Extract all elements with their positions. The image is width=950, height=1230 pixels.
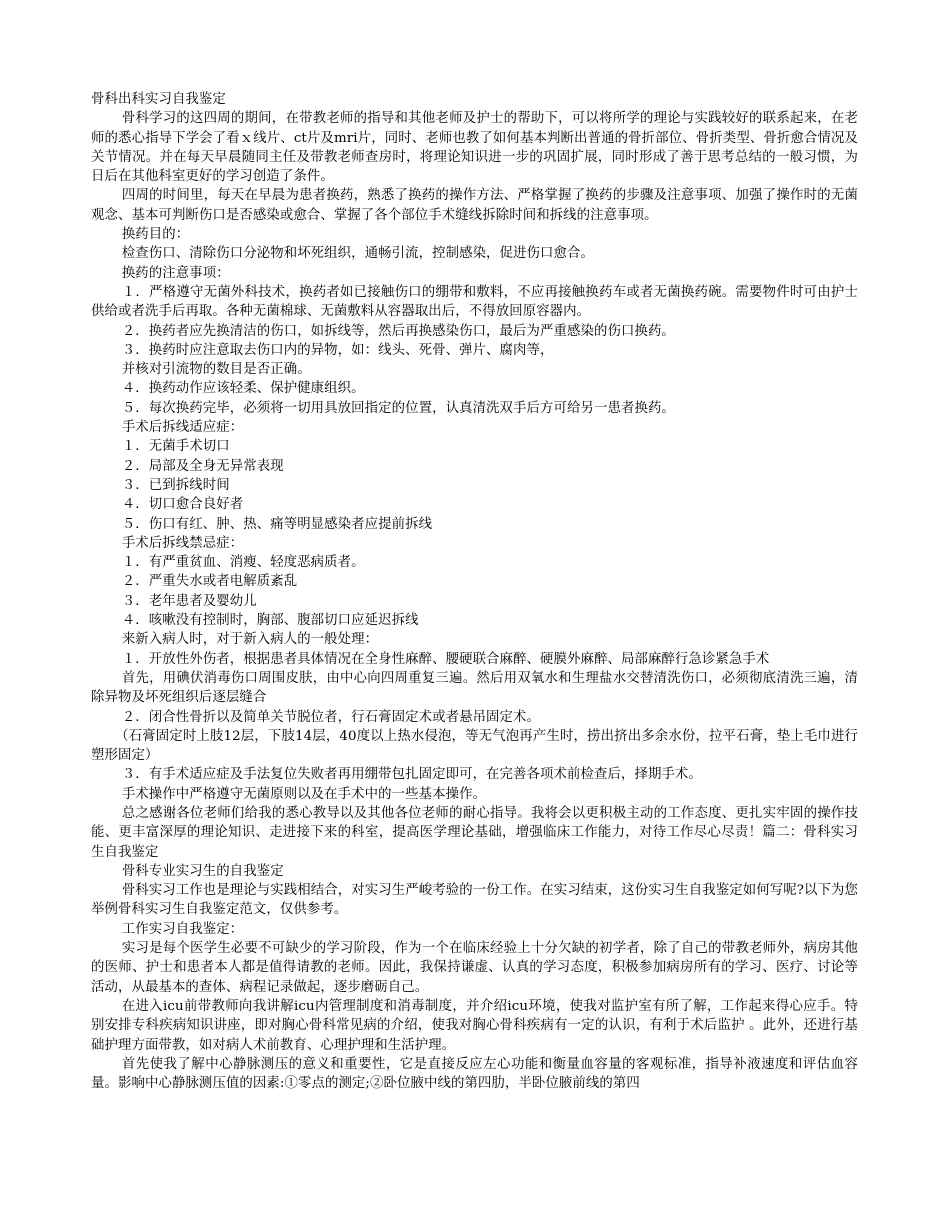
paragraph: 四周的时间里，每天在早晨为患者换药，熟悉了换药的操作方法、严格掌握了换药的步骤及注意事项、加强了操作时的无菌观念、基本可判断伤口是否感染或愈合、掌握了各个部位手术缝线拆除时间和拆线的注意事项。 <box>91 188 858 223</box>
paragraph: ２．闭合性骨折以及简单关节脱位者，行石膏固定术或者悬吊固定术。 <box>121 709 541 725</box>
paragraph: ４．切口愈合良好者 <box>121 497 244 513</box>
paragraph: 骨科学习的这四周的期间，在带教老师的指导和其他老师及护士的帮助下，可以将所学的理论与实践较好的联系起来，在老师的悉心指导下学会了看ｘ线片、ct片及mri片，同时、老师也教了如何基本判断出普通的骨折部位、骨折类型、骨折愈合情况及关节情况。并在每天早晨随同主任及带教老师查房时，将理论知识进一步的巩固扩展，同时形成了善于思考总结的一般习惯，为日后在其他科室更好的学习创造了条件。 <box>91 111 858 185</box>
paragraph: 实习是每个医学生必要不可缺少的学习阶段，作为一个在临床经验上十分欠缺的初学者，除了自己的带教老师外，病房其他的医师、护士和患者本人都是值得请教的老师。因此，我保持谦虚、认真的学习态度，积极参加病房所有的学习、医疗、讨论等活动，从最基本的查体、病程记录做起，逐步磨砺自己。 <box>91 941 858 995</box>
paragraph: 手术操作中严格遵守无菌原则以及在手术中的一些基本操作。 <box>121 786 487 802</box>
paragraph: ２．局部及全身无异常表现 <box>121 458 284 474</box>
paragraph: １．无菌手术切口 <box>121 439 230 455</box>
paragraph: ４．咳嗽没有控制时，胸部、腹部切口应延迟拆线 <box>121 613 419 629</box>
paragraph: 总之感谢各位老师们给我的悉心教导以及其他各位老师的耐心指导。我将会以更积极主动的工作态度、更扎实牢固的操作技能、更丰富深厚的理论知识、走进接下来的科室，提高医学理论基础，增强临床工作能力，对待工作尽心尽责！篇二：骨科实习生自我鉴定 <box>91 805 858 860</box>
paragraph: 来新入病人时，对于新入病人的一般处理： <box>121 632 379 648</box>
paragraph: 换药目的： <box>121 227 190 243</box>
paragraph: 骨科专业实习生的自我鉴定 <box>121 863 284 879</box>
paragraph: 手术后拆线适应症： <box>121 420 244 436</box>
paragraph: ３．已到拆线时间 <box>121 477 230 493</box>
paragraph: ５．每次换药完毕，必须将一切用具放回指定的位置，认真清洗双手后方可给另一患者换药。 <box>121 400 675 416</box>
paragraph: （石膏固定时上肢12层，下肢14层，40度以上热水侵泡，等无气泡再产生时，捞出挤出多余水份，拉平石膏，垫上毛巾进行塑形固定） <box>91 728 858 764</box>
paragraph: ５．伤口有红、肿、热、痛等明显感染者应提前拆线 <box>121 516 433 532</box>
paragraph: 在进入icu前带教师向我讲解icu内管理制度和消毒制度，并介绍icu环境，使我对监护室有所了解，工作起来得心应手。特别安排专科疾病知识讲座，即对胸心骨科常见病的介绍，使我对胸心骨科疾病有一定的认识，有利于术后监护 。此外，还进行基础护理方面带教，如对病人术前教育、心理护理和生活护理。 <box>91 998 858 1053</box>
paragraph: ３．老年患者及婴幼儿 <box>121 593 257 609</box>
paragraph: １．有严重贫血、消瘦、轻度恶病质者。 <box>121 555 365 571</box>
paragraph: 手术后拆线禁忌症： <box>121 535 244 551</box>
paragraph: ２．换药者应先换清洁的伤口，如拆线等，然后再换感染伤口，最后为严重感染的伤口换药。 <box>121 323 675 339</box>
paragraph: 检查伤口、清除伤口分泌物和坏死组织，通畅引流，控制感染，促进伤口愈合。 <box>121 246 594 262</box>
paragraph: 骨科实习工作也是理论与实践相结合，对实习生严峻考验的一份工作。在实习结束，这份实习生自我鉴定如何写呢?以下为您举例骨科实习生自我鉴定范文，仅供参考。 <box>91 883 858 918</box>
paragraph: ２．严重失水或者电解质紊乱 <box>121 574 298 590</box>
paragraph: 并核对引流物的数目是否正确。 <box>121 362 311 378</box>
paragraph: ３．有手术适应症及手法复位失败者再用绷带包扎固定即可，在完善各项术前检查后，择期手术。 <box>121 767 702 783</box>
paragraph: ４．换药动作应该轻柔、保护健康组织。 <box>121 381 365 397</box>
paragraph: 换药的注意事项： <box>121 265 230 281</box>
paragraph: 工作实习自我鉴定： <box>121 921 244 937</box>
paragraph: １．严格遵守无菌外科技术，换药者如已接触伤口的绷带和敷料，不应再接触换药车或者无菌换药碗。需要物件时可由护士供给或者洗手后再取。各种无菌棉球、无菌敷料从容器取出后，不得放回原容器内。 <box>91 284 858 320</box>
document-title: 骨科出科实习自我鉴定 <box>91 92 226 107</box>
paragraph: 首先，用碘伏消毒伤口周围皮肤，由中心向四周重复三遍。然后用双氧水和生理盐水交替清洗伤口，必须彻底清洗三遍，清除异物及坏死组织后逐层缝合 <box>91 670 858 706</box>
paragraph: 首先使我了解中心静脉测压的意义和重要性，它是直接反应左心功能和衡量血容量的客观标准，指导补液速度和评估血容量。影响中心静脉测压值的因素:①零点的测定;②卧位腋中线的第四肋，半卧位腋前线的第四 <box>91 1056 858 1092</box>
document-body <box>91 109 858 1093</box>
paragraph: １．开放性外伤者，根据患者具体情况在全身性麻醉、腰硬联合麻醉、硬膜外麻醉、局部麻醉行急诊紧急手术 <box>121 651 770 667</box>
paragraph: ３．换药时应注意取去伤口内的异物，如：线头、死骨、弹片、腐肉等， <box>121 342 554 358</box>
